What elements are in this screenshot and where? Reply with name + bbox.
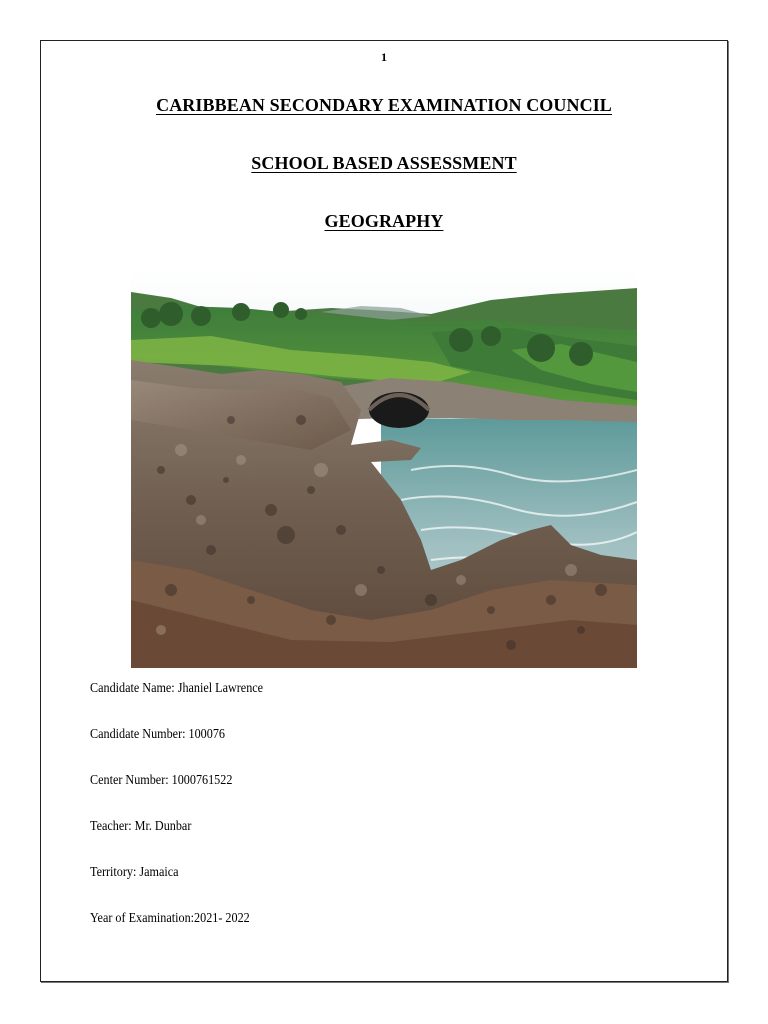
candidate-name: Candidate Name: Jhaniel Lawrence xyxy=(90,680,264,695)
council-heading: CARIBBEAN SECONDARY EXAMINATION COUNCIL xyxy=(156,95,612,115)
teacher: Teacher: Mr. Dunbar xyxy=(90,818,192,833)
assessment-heading: SCHOOL BASED ASSESSMENT xyxy=(251,153,517,173)
center-number: Center Number: 1000761522 xyxy=(90,772,233,787)
candidate-number: Candidate Number: 100076 xyxy=(90,726,225,741)
cover-photo xyxy=(131,270,637,668)
subject-heading: GEOGRAPHY xyxy=(324,211,444,231)
territory: Territory: Jamaica xyxy=(90,864,179,879)
page-number: 1 xyxy=(381,50,387,64)
year-of-examination: Year of Examination:2021- 2022 xyxy=(90,910,250,925)
